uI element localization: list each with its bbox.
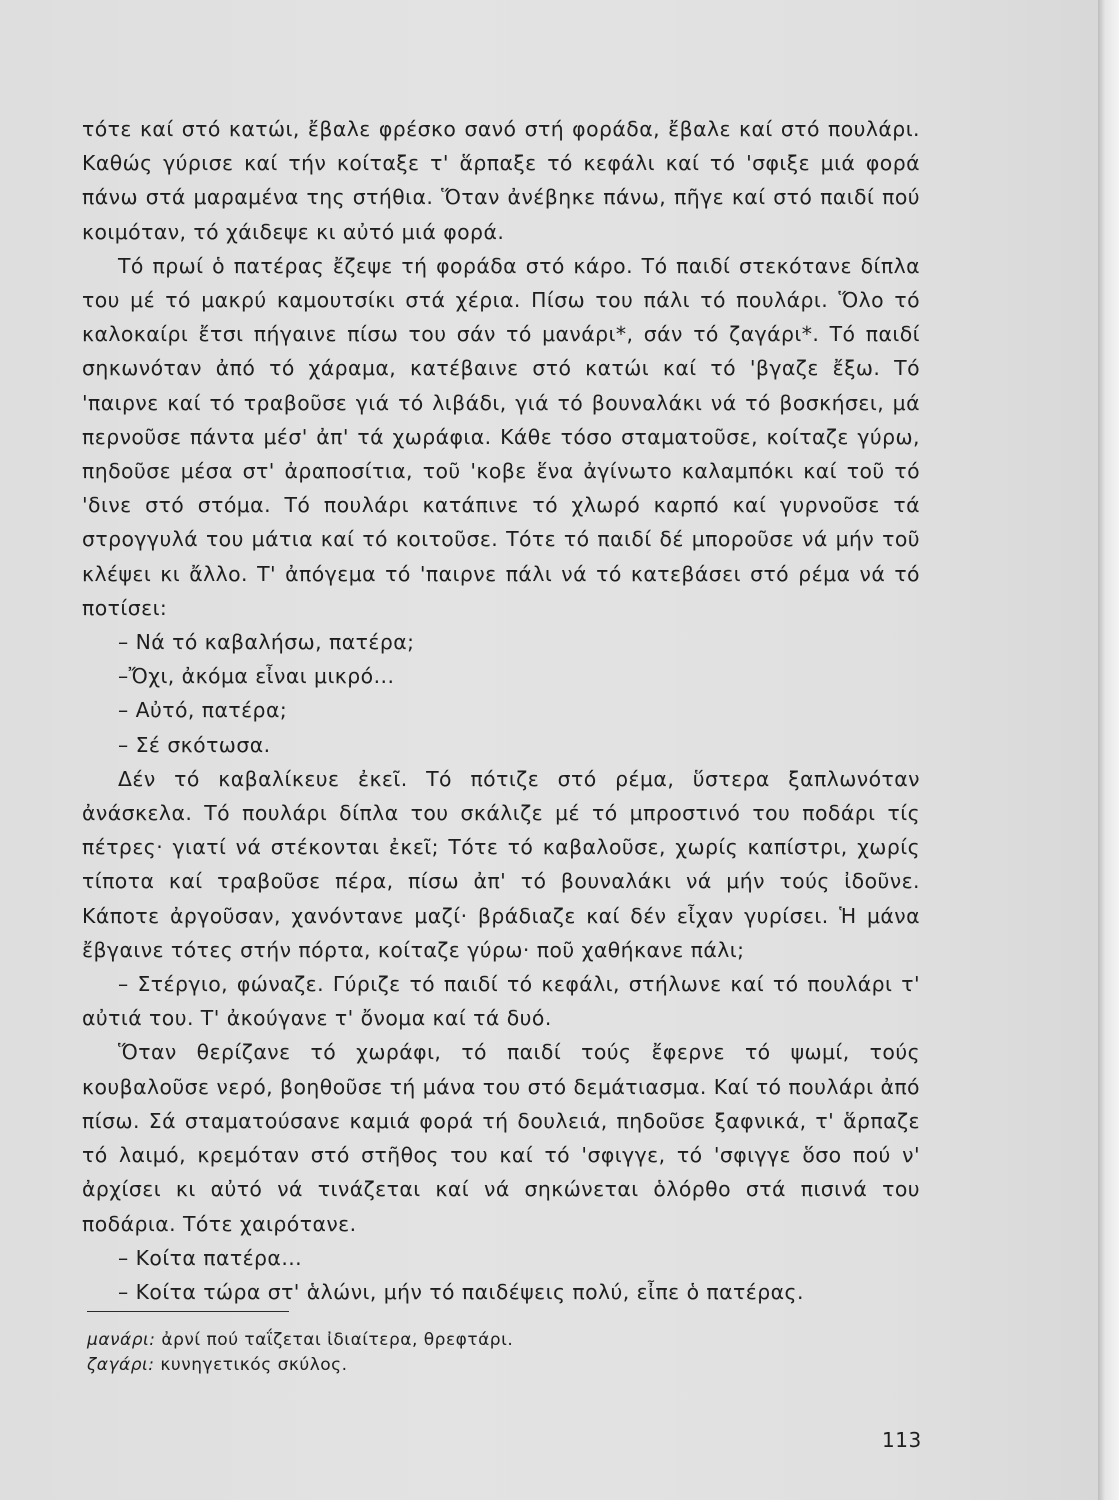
paragraph-4: – Στέργιο, φώναζε. Γύριζε τό παιδί τό κεφάλι, στήλωνε καί τό πουλάρι τ' αὐτιά του. Τ' ἀκούγανε τ' ὄνομα καί τά δυό. [82,972,920,1031]
footnote-definition: ἀρνί πού ταΐζεται ἰδιαίτερα, θρεφτάρι. [161,1330,514,1350]
page-edge [1098,0,1119,1500]
dialogue-line: – Κοίτα πατέρα... [118,1245,303,1270]
dialogue-line: – Νά τό καβαλήσω, πατέρα; [118,630,415,655]
footnotes [87,1328,787,1378]
footnote-term: μανάρι: [87,1330,156,1350]
body-text [82,112,920,1309]
footnote-term: ζαγάρι: [87,1355,155,1375]
paragraph-5: Ὅταν θερίζανε τό χωράφι, τό παιδί τούς ἔφερνε τό ψωμί, τούς κουβαλοῦσε νερό, βοηθοῦσε τή μάνα του στό δεμάτιασμα. Καί τό πουλάρι ἀπό πίσω. Σά σταματούσανε καμιά φορά τή δουλειά, πηδοῦσε ξαφνικά, τ' ἅρπαζε τό λαιμό, κρεμόταν στό στῆθος του καί τό 'σφιγγε, τό 'σφιγγε ὅσο πού ν' ἀρχίσει κι αὐτό νά τινάζεται καί νά σηκώνεται ὁλόρθο στά πισινά του ποδάρια. Τότε χαιρότανε. [82,1040,920,1236]
footnote-definition: κυνηγετικός σκύλος. [160,1355,348,1375]
dialogue-line: – Αὐτό, πατέρα; [118,698,288,723]
dialogue-line: –Ὄχι, ἀκόμα εἶναι μικρό... [118,664,395,689]
page-number: 113 [882,1428,922,1452]
footnote-divider [87,1311,289,1312]
paragraph-1: τότε καί στό κατώι, ἔβαλε φρέσκο σανό στή φοράδα, ἔβαλε καί στό πουλάρι. Καθώς γύρισε καί τήν κοίταξε τ' ἅρπαξε τό κεφάλι καί τό 'σφιξε μιά φορά πάνω στά μαραμένα της στήθια. Ὅταν ἀνέβηκε πάνω, πῆγε καί στό παιδί πού κοιμόταν, τό χάιδεψε κι αὐτό μιά φορά. [82,117,920,244]
dialogue-line: – Κοίτα τώρα στ' ἁλώνι, μήν τό παιδέψεις πολύ, εἶπε ὁ πατέρας. [118,1279,804,1304]
paragraph-2: Τό πρωί ὁ πατέρας ἔζεψε τή φοράδα στό κάρο. Τό παιδί στεκότανε δίπλα του μέ τό μακρύ καμουτσίκι στά χέρια. Πίσω του πάλι τό πουλάρι. Ὅλο τό καλοκαίρι ἔτσι πήγαινε πίσω του σάν τό μανάρι*, σάν τό ζαγάρι*. Τό παιδί σηκωνόταν ἀπό τό χάραμα, κατέβαινε στό κατώι καί τό 'βγαζε ἔξω. Τό 'παιρνε καί τό τραβοῦσε γιά τό λιβάδι, γιά τό βουναλάκι νά τό βοσκήσει, μά περνοῦσε πάντα μέσ' ἀπ' τά χωράφια. Κάθε τόσο σταματοῦσε, κοίταζε γύρω, πηδοῦσε μέσα στ' ἀραποσίτια, τοῦ 'κοβε ἕνα ἀγίνωτο καλαμπόκι καί τοῦ τό 'δινε στό στόμα. Τό πουλάρι κατάπινε τό χλωρό καρπό καί γυρνοῦσε τά στρογγυλά του μάτια καί τό κοιτοῦσε. Τότε τό παιδί δέ μποροῦσε νά μήν τοῦ κλέψει κι ἄλλο. Τ' ἀπόγεμα τό 'παιρνε πάλι νά τό κατεβάσει στό ρέμα νά τό ποτίσει: [82,253,920,620]
dialogue-line: – Σέ σκότωσα. [118,732,271,757]
paragraph-3: Δέν τό καβαλίκευε ἐκεῖ. Τό πότιζε στό ρέμα, ὕστερα ξαπλωνόταν ἀνάσκελα. Τό πουλάρι δίπλα του σκάλιζε μέ τό μπροστινό του ποδάρι τίς πέτρες· γιατί νά στέκονται ἐκεῖ; Τότε τό καβαλοῦσε, χωρίς καπίστρι, χωρίς τίποτα καί τραβοῦσε πέρα, πίσω ἀπ' τό βουναλάκι νά μήν τούς ἰδοῦνε. Κάποτε ἀργοῦσαν, χανόντανε μαζί· βράδιαζε καί δέν εἶχαν γυρίσει. Ἡ μάνα ἔβγαινε τότες στήν πόρτα, κοίταζε γύρω· ποῦ χαθήκανε πάλι; [82,766,920,962]
footnote-item [87,1328,787,1353]
footnote-item [87,1353,787,1378]
